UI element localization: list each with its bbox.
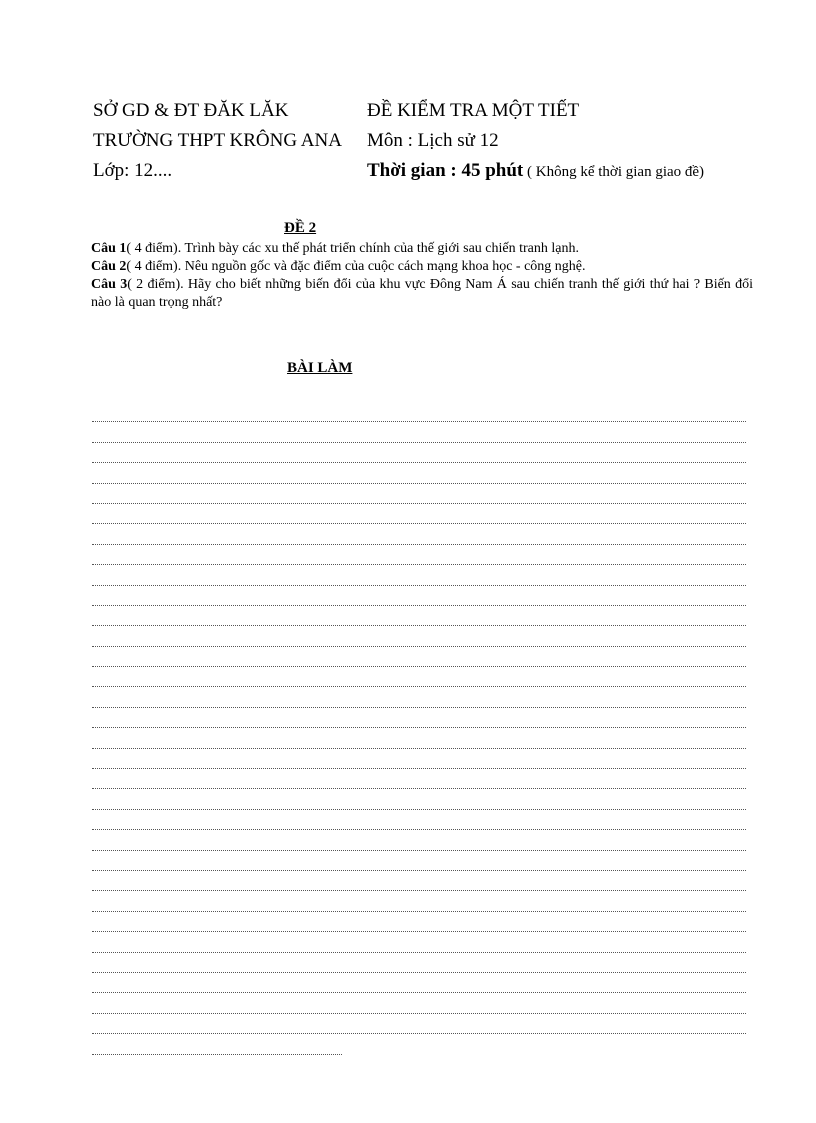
header-left bbox=[93, 96, 342, 186]
answer-line bbox=[92, 626, 746, 646]
answer-line bbox=[92, 606, 746, 626]
time-value: 45 phút bbox=[461, 160, 524, 181]
answer-line bbox=[92, 1034, 342, 1054]
question-text: ( 4 điểm). Trình bày các xu thế phát triển chính của thế giới sau chiến tranh lạnh. bbox=[126, 241, 579, 256]
answer-line bbox=[92, 422, 746, 442]
time-label: Thời gian : bbox=[367, 160, 462, 181]
answer-line bbox=[92, 687, 746, 707]
subject-label: Môn : Lịch sử 12 bbox=[367, 130, 499, 151]
answer-line bbox=[92, 524, 746, 544]
answer-line bbox=[92, 402, 746, 422]
answer-title: BÀI LÀM bbox=[287, 360, 353, 376]
answer-line bbox=[92, 953, 746, 973]
answer-line bbox=[92, 749, 746, 769]
answer-line bbox=[92, 647, 746, 667]
answer-line bbox=[92, 1014, 746, 1034]
answer-line bbox=[92, 667, 746, 687]
time-line bbox=[367, 156, 704, 186]
answer-line bbox=[92, 443, 746, 463]
question-text: ( 4 điểm). Nêu nguồn gốc và đặc điểm của cuộc cách mạng khoa học - công nghệ. bbox=[126, 259, 586, 274]
exam-code: ĐỀ 2 bbox=[284, 220, 317, 236]
header-right bbox=[367, 96, 704, 186]
department-name: SỞ GD & ĐT ĐĂK LĂK bbox=[93, 100, 289, 121]
class-label: Lớp: 12.... bbox=[93, 160, 173, 181]
answer-line bbox=[92, 728, 746, 748]
answer-line bbox=[92, 871, 746, 891]
answer-line bbox=[92, 912, 746, 932]
exam-title: ĐỀ KIỂM TRA MỘT TIẾT bbox=[367, 100, 580, 121]
question-item bbox=[91, 276, 753, 312]
answer-line bbox=[92, 830, 746, 850]
answer-line bbox=[92, 932, 746, 952]
question-label: Câu 1 bbox=[91, 241, 127, 256]
answer-line bbox=[92, 708, 746, 728]
answer-lines bbox=[92, 402, 746, 1055]
question-label: Câu 3 bbox=[91, 277, 128, 292]
answer-line bbox=[92, 586, 746, 606]
question-label: Câu 2 bbox=[91, 259, 127, 274]
answer-line bbox=[92, 810, 746, 830]
question-text: ( 2 điểm). Hãy cho biết những biến đổi của khu vực Đông Nam Á sau chiến tranh thế giới thứ hai ? Biến đổi nào là quan trọng nhất? bbox=[91, 277, 753, 310]
question-item bbox=[91, 240, 753, 258]
answer-line bbox=[92, 789, 746, 809]
answer-line bbox=[92, 463, 746, 483]
answer-line bbox=[92, 484, 746, 504]
school-name: TRƯỜNG THPT KRÔNG ANA bbox=[93, 130, 342, 151]
question-item bbox=[91, 258, 753, 276]
answer-line bbox=[92, 545, 746, 565]
answer-line bbox=[92, 769, 746, 789]
answer-line bbox=[92, 851, 746, 871]
answer-line bbox=[92, 973, 746, 993]
time-note: ( Không kể thời gian giao đề) bbox=[523, 164, 705, 180]
answer-line bbox=[92, 565, 746, 585]
answer-line bbox=[92, 504, 746, 524]
answer-line bbox=[92, 891, 746, 911]
answer-line bbox=[92, 993, 746, 1013]
question-list bbox=[91, 240, 753, 312]
